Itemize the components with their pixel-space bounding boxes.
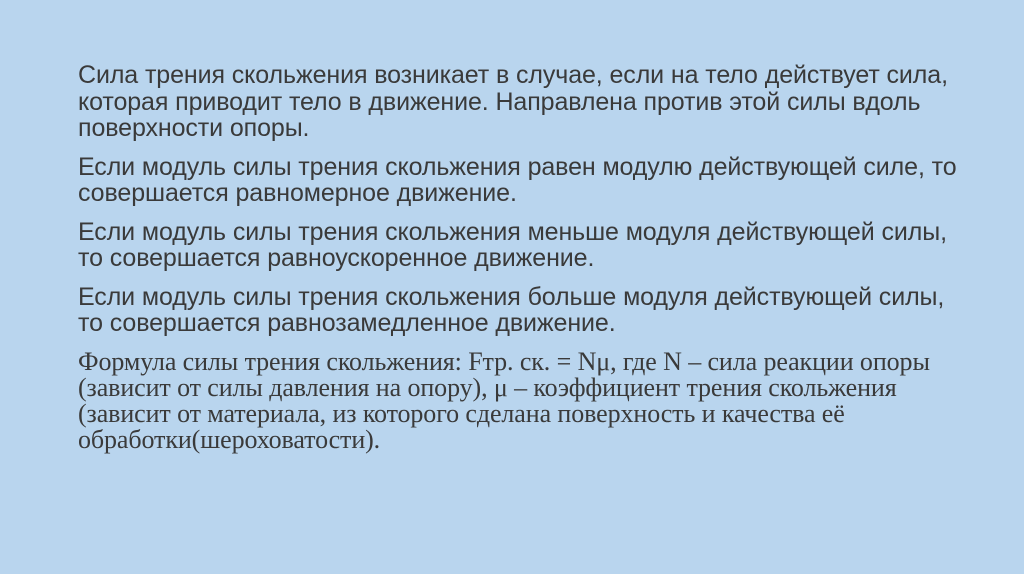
paragraph-sliding-friction-definition: Сила трения скольжения возникает в случае, если на тело действует сила, которая приводит тело в движение. Направлена против этой силы вдоль поверхности опоры. (78, 61, 948, 142)
paragraph-friction-formula: Формула силы трения скольжения: Fтр. ск. = Nμ, где N – сила реакции опоры (зависит от силы давления на опору), μ – коэффициент трения скольжения (зависит от материала, из которого сделана поверхность и качества её обработки(шероховатости). (78, 346, 930, 454)
paragraph-accelerated-motion: Если модуль силы трения скольжения меньше модуля действующей силы, то совершается равноускоренное движение. (78, 217, 947, 272)
paragraph-decelerated-motion: Если модуль силы трения скольжения больше модуля действующей силы, то совершается равнозамедленное движение. (78, 282, 945, 337)
slide-text-body (78, 62, 958, 465)
paragraph-uniform-motion: Если модуль силы трения скольжения равен модулю действующей силе, то совершается равномерное движение. (78, 152, 957, 207)
